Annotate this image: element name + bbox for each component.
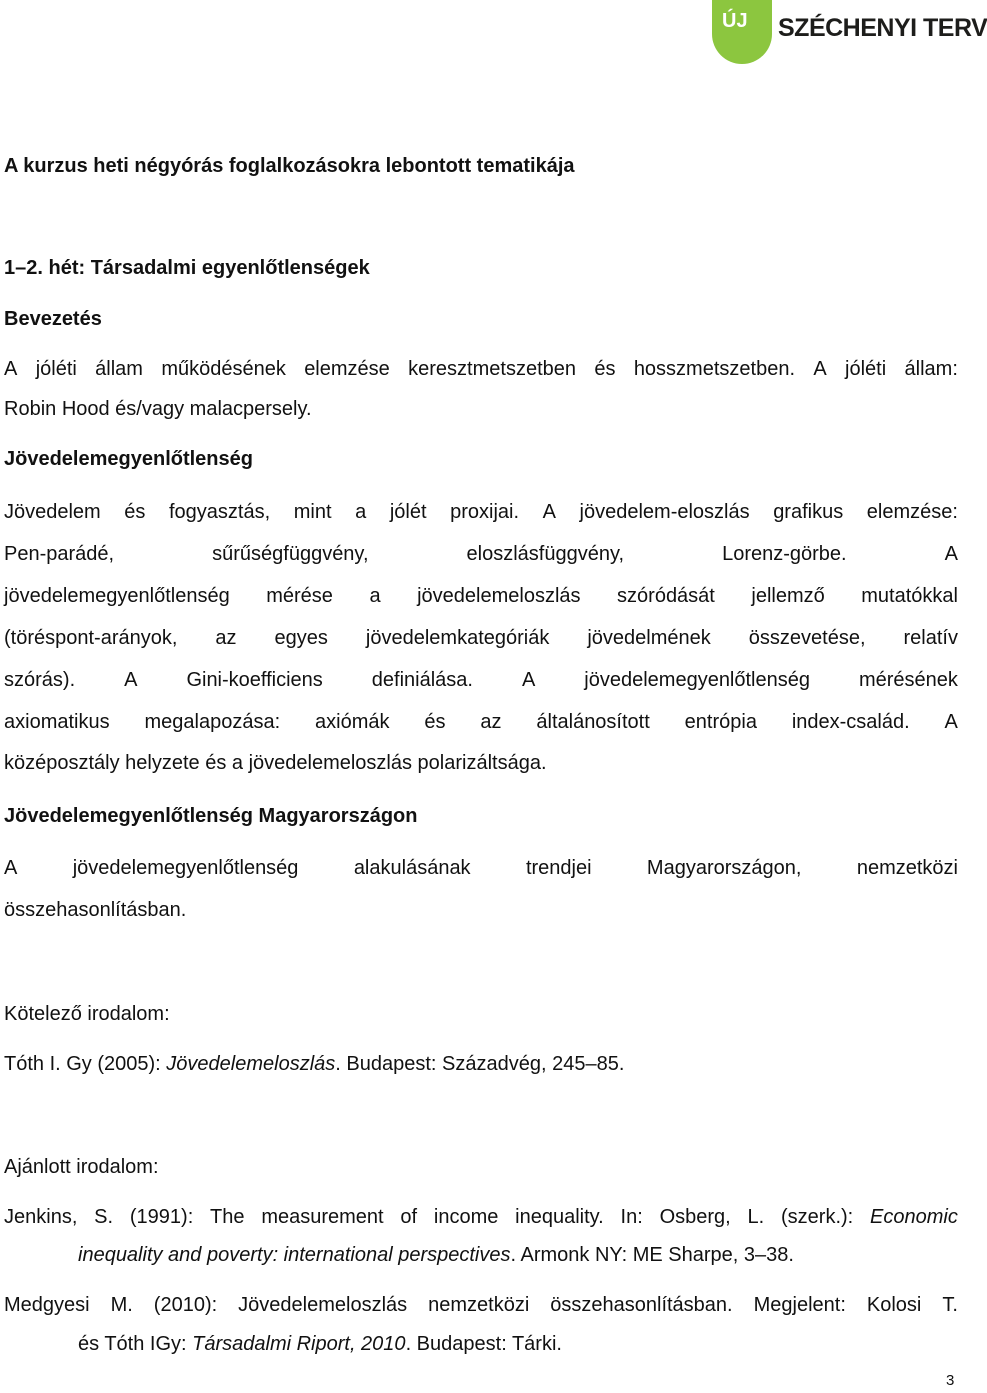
word: működésének — [161, 358, 286, 380]
recommended-ref2-publisher: . Budapest: Tárki. — [405, 1333, 562, 1355]
word: axiómák — [315, 711, 390, 733]
inequality-line — [4, 626, 958, 650]
word: jövedelemeloszlás — [417, 585, 581, 607]
word: A — [944, 543, 958, 565]
inequality-line — [4, 668, 958, 692]
required-ref-publisher: . Budapest: Századvég, 245–85. — [335, 1053, 625, 1075]
page-title: A kurzus heti négyórás foglalkozásokra lebontott tematikája — [4, 155, 575, 177]
word: proxijai. — [450, 501, 520, 523]
hungary-line-2: összehasonlításban. — [4, 899, 187, 921]
word: (2010): — [153, 1294, 218, 1316]
recommended-ref1-line2 — [78, 1243, 794, 1267]
hungary-heading: Jövedelemegyenlőtlenség Magyarországon — [4, 805, 418, 827]
word: sűrűségfüggvény, — [212, 543, 369, 565]
word: keresztmetszetben — [408, 358, 576, 380]
word: Gini-koefficiens — [186, 669, 323, 691]
word: alakulásának — [353, 857, 471, 879]
word: A — [4, 857, 18, 879]
word: és — [124, 501, 146, 523]
word: jóléti — [845, 358, 887, 380]
word: összevetése, — [748, 627, 866, 649]
word: a — [369, 585, 381, 607]
word: Jenkins, — [4, 1206, 78, 1228]
word: szórás). — [4, 669, 76, 691]
word: Magyarországon, — [646, 857, 802, 879]
szechenyi-terv-logo — [712, 0, 987, 66]
word: A — [944, 711, 958, 733]
word: Lorenz-görbe. — [722, 543, 847, 565]
word: jóléti — [35, 358, 77, 380]
required-reading-label: Kötelező irodalom: — [4, 1003, 170, 1025]
inequality-line — [4, 542, 958, 566]
word: The — [210, 1206, 245, 1228]
word: income — [433, 1206, 499, 1228]
word: fogyasztás, — [169, 501, 271, 523]
word: állam — [95, 358, 143, 380]
required-ref-author: Tóth I. Gy (2005): — [4, 1053, 167, 1075]
word: axiomatikus — [4, 711, 110, 733]
word: és — [424, 711, 446, 733]
word: Megjelent: — [753, 1294, 846, 1316]
word: trendjei — [525, 857, 592, 879]
word: az — [215, 627, 237, 649]
word: jövedelemegyenlőtlenség — [72, 857, 299, 879]
recommended-ref2-line1 — [4, 1293, 958, 1317]
word: általánosított — [536, 711, 650, 733]
word: mutatókkal — [861, 585, 958, 607]
logo-uj-text: ÚJ — [722, 10, 748, 32]
word: a — [355, 501, 367, 523]
word: hosszmetszetben. — [633, 358, 796, 380]
word: és — [594, 358, 616, 380]
word: (1991): — [129, 1206, 194, 1228]
word: relatív — [903, 627, 958, 649]
word: M. — [110, 1294, 133, 1316]
required-reference — [4, 1052, 624, 1076]
word: A — [813, 358, 827, 380]
word: Osberg, — [659, 1206, 731, 1228]
word: T. — [942, 1294, 958, 1316]
required-ref-title: Jövedelemeloszlás — [166, 1053, 336, 1075]
word: szóródását — [617, 585, 715, 607]
word: L. — [747, 1206, 765, 1228]
word: inequality. — [515, 1206, 604, 1228]
inequality-line — [4, 710, 958, 734]
word: A — [542, 501, 556, 523]
recommended-ref2-title: Társadalmi Riport, 2010 — [192, 1333, 406, 1355]
recommended-reading-label: Ajánlott irodalom: — [4, 1156, 159, 1178]
word: index-család. — [791, 711, 910, 733]
word-italic: Economic — [870, 1206, 958, 1228]
recommended-ref1-title: inequality and poverty: international perspectives — [78, 1244, 511, 1266]
word: mérésének — [858, 669, 958, 691]
word: definiálása. — [371, 669, 473, 691]
word: S. — [94, 1206, 114, 1228]
word: measurement — [261, 1206, 384, 1228]
word: az — [480, 711, 502, 733]
word: jövedelemegyenlőtlenség — [584, 669, 810, 691]
recommended-ref2-line2 — [78, 1332, 562, 1356]
recommended-ref1-publisher: . Armonk NY: ME Sharpe, 3–38. — [510, 1244, 794, 1266]
word: entrópia — [684, 711, 757, 733]
word: jövedelmének — [587, 627, 711, 649]
word: (szerk.): — [781, 1206, 854, 1228]
word: megalapozása: — [144, 711, 281, 733]
word: egyes — [274, 627, 328, 649]
inequality-last-line: középosztály helyzete és a jövedelemeloszlás polarizáltsága. — [4, 752, 547, 774]
word: Jövedelem — [4, 501, 101, 523]
page-number: 3 — [946, 1372, 955, 1389]
word: jellemző — [751, 585, 825, 607]
inequality-heading: Jövedelemegyenlőtlenség — [4, 448, 253, 470]
hungary-line-1 — [4, 856, 958, 880]
word: (töréspont-arányok, — [4, 627, 178, 649]
word: Pen-parádé, — [4, 543, 115, 565]
intro-line-1 — [4, 357, 958, 381]
word: jövedelemegyenlőtlenség — [4, 585, 230, 607]
word: eloszlásfüggvény, — [466, 543, 625, 565]
word: In: — [620, 1206, 643, 1228]
word: Medgyesi — [4, 1294, 90, 1316]
word: elemzése: — [866, 501, 958, 523]
word: jövedelem-eloszlás — [579, 501, 750, 523]
word: nemzetközi — [428, 1294, 530, 1316]
week-heading: 1–2. hét: Társadalmi egyenlőtlenségek — [4, 257, 370, 279]
logo-text: SZÉCHENYI TERV — [778, 14, 987, 42]
inequality-line — [4, 584, 958, 608]
intro-heading: Bevezetés — [4, 308, 102, 330]
word: összehasonlításban. — [550, 1294, 733, 1316]
word: of — [400, 1206, 418, 1228]
word: állam: — [904, 358, 958, 380]
word: jólét — [389, 501, 427, 523]
word: A — [521, 669, 536, 691]
word: grafikus — [773, 501, 844, 523]
word: mint — [293, 501, 332, 523]
recommended-ref1-line1 — [4, 1205, 958, 1229]
word: jövedelemkategóriák — [365, 627, 550, 649]
recommended-ref2-editors: és Tóth IGy: — [78, 1333, 193, 1355]
word: elemzése — [304, 358, 390, 380]
word: A — [4, 358, 18, 380]
word: Kolosi — [866, 1294, 922, 1316]
logo-green-circle — [712, 0, 772, 64]
word: Jövedelemeloszlás — [238, 1294, 408, 1316]
intro-line-2: Robin Hood és/vagy malacpersely. — [4, 398, 312, 420]
word: mérése — [266, 585, 333, 607]
word: A — [124, 669, 138, 691]
word: nemzetközi — [856, 857, 958, 879]
inequality-line — [4, 500, 958, 524]
